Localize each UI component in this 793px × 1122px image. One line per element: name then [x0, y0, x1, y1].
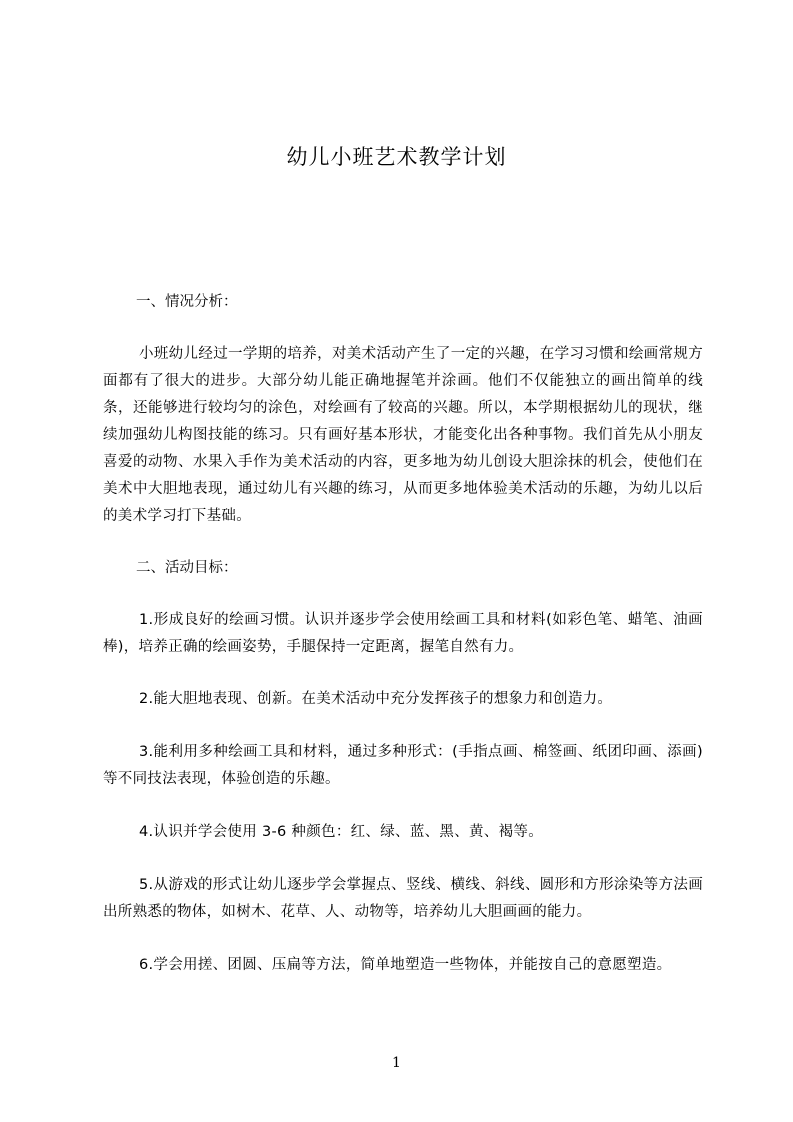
- section-heading-situation-analysis: 一、情况分析：: [136, 294, 238, 310]
- document-title: 幼儿小班艺术教学计划: [286, 145, 507, 169]
- goal-item-6: 6.学会用搓、团圆、压扁等方法，简单地塑造一些物体，并能按自己的意愿塑造。: [139, 957, 672, 973]
- page-number: 1: [392, 1055, 401, 1071]
- goal-item-1: 1.形成良好的绘画习惯。认识并逐步学会使用绘画工具和材料(如彩色笔、蜡笔、油画棒)，培养正确的绘画姿势，手腿保持一定距离，握笔自然有力。: [103, 612, 703, 655]
- goal-item-4: 4.认识并学会使用 3-6 种颜色：红、绿、蓝、黑、黄、褐等。: [139, 824, 544, 840]
- section-heading-activity-goals: 二、活动目标：: [136, 560, 238, 576]
- situation-analysis-paragraph: 小班幼儿经过一学期的培养，对美术活动产生了一定的兴趣，在学习习惯和绘画常规方面都有了很大的进步。大部分幼儿能正确地握笔并涂画。他们不仅能独立的画出简单的线条，还能够进行较均匀的涂色，对绘画有了较高的兴趣。所以，本学期根据幼儿的现状，继续加强幼儿构图技能的练习。只有画好基本形状，才能变化出各种事物。我们首先从小朋友喜爱的动物、水果入手作为美术活动的内容，更多地为幼儿创设大胆涂抹的机会，使他们在美术中大胆地表现，通过幼儿有兴趣的练习，从而更多地体验美术活动的乐趣，为幼儿以后的美术学习打下基础。: [103, 346, 703, 524]
- goal-item-3: 3.能利用多种绘画工具和材料，通过多种形式：(手指点画、棉签画、纸团印画、添画)等不同技法表现，体验创造的乐趣。: [103, 744, 703, 787]
- goal-item-2: 2.能大胆地表现、创新。在美术活动中充分发挥孩子的想象力和创造力。: [139, 691, 613, 707]
- goal-item-5: 5.从游戏的形式让幼儿逐步学会掌握点、竖线、横线、斜线、圆形和方形涂染等方法画出所熟悉的物体，如树木、花草、人、动物等，培养幼儿大胆画画的能力。: [103, 877, 703, 920]
